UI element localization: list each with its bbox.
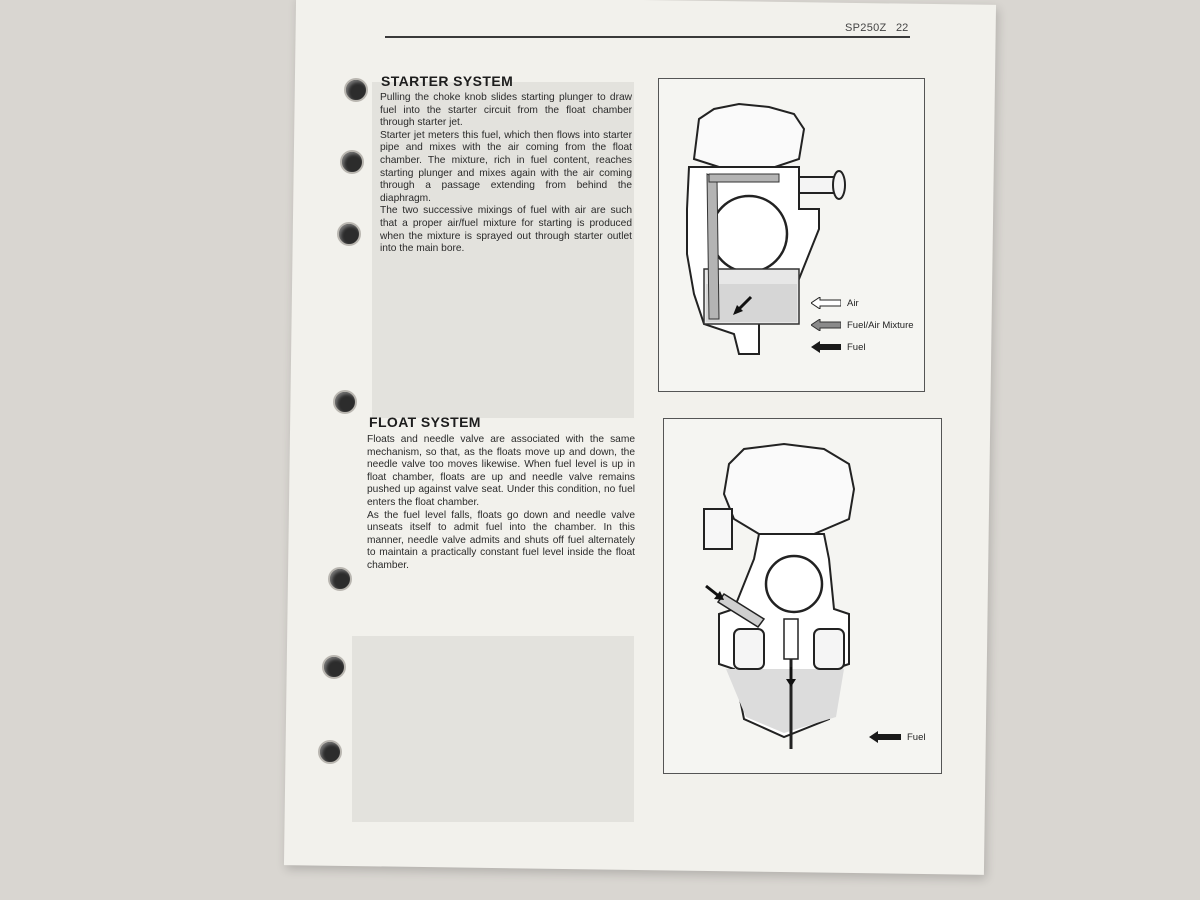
starter-paragraph: Starter jet meters this fuel, which then flows into starter pipe and mixes with the air coming from the float chamber. The mixture, rich in fuel content, reaches starting plunger and mixes again with the air coming through a passage extending from behind the diaphragm. [380,129,632,204]
float-paragraph: Floats and needle valve are associated with the same mechanism, so that, as the floats move up and down, the needle valve too moves likewise. When fuel level is up in float chamber, floats are up and needle valve remains pushed up against valve seat. Under this condition, no fuel enters the float chamber. [367,434,635,508]
starter-system-title: STARTER SYSTEM [381,73,514,89]
legend-fuel [869,731,925,743]
legend-air-label: Air [847,297,859,309]
float-system-figure [663,418,942,774]
starter-system-body [380,92,632,256]
starter-paragraph: The two successive mixings of fuel with air are such that a proper air/fuel mixture for starting is produced when the mixture is sprayed out through starter outlet into the main bore. [380,205,632,255]
binder-hole [344,78,368,102]
carburetor-starter-diagram [659,79,924,391]
binder-hole [333,390,357,414]
fuel-arrow-icon [811,341,841,353]
legend-fuel-label: Fuel [847,341,866,353]
binder-hole [328,567,352,591]
starter-system-figure [658,78,925,392]
float-paragraph: As the fuel level falls, floats go down and needle valve unseats itself to admit fuel into the chamber. In this manner, needle valve admits and shuts off fuel alternately to maintain a practically constant fuel level inside the float chamber. [367,509,635,571]
legend-air [811,297,859,309]
model-code: SP250Z [845,22,887,34]
binder-hole [318,740,342,764]
carburetor-float-diagram [664,419,941,773]
binder-hole [337,222,361,246]
header-rule [385,36,910,38]
page-number: 22 [896,22,909,34]
legend-mixture [811,319,914,331]
legend-mixture-label: Fuel/Air Mixture [847,319,914,331]
legend-fuel [811,341,865,353]
float-system-title: FLOAT SYSTEM [369,414,481,430]
binder-hole [322,655,346,679]
fuel-arrow-icon [869,731,901,743]
air-arrow-icon [811,297,841,309]
binder-hole [340,150,364,174]
mixture-arrow-icon [811,319,841,331]
float-blank-panel [352,636,634,822]
starter-paragraph: Pulling the choke knob slides starting plunger to draw fuel into the starter circuit from the float chamber through starter jet. [380,92,632,129]
legend-fuel-label: Fuel [907,731,926,743]
float-system-body [367,434,635,573]
